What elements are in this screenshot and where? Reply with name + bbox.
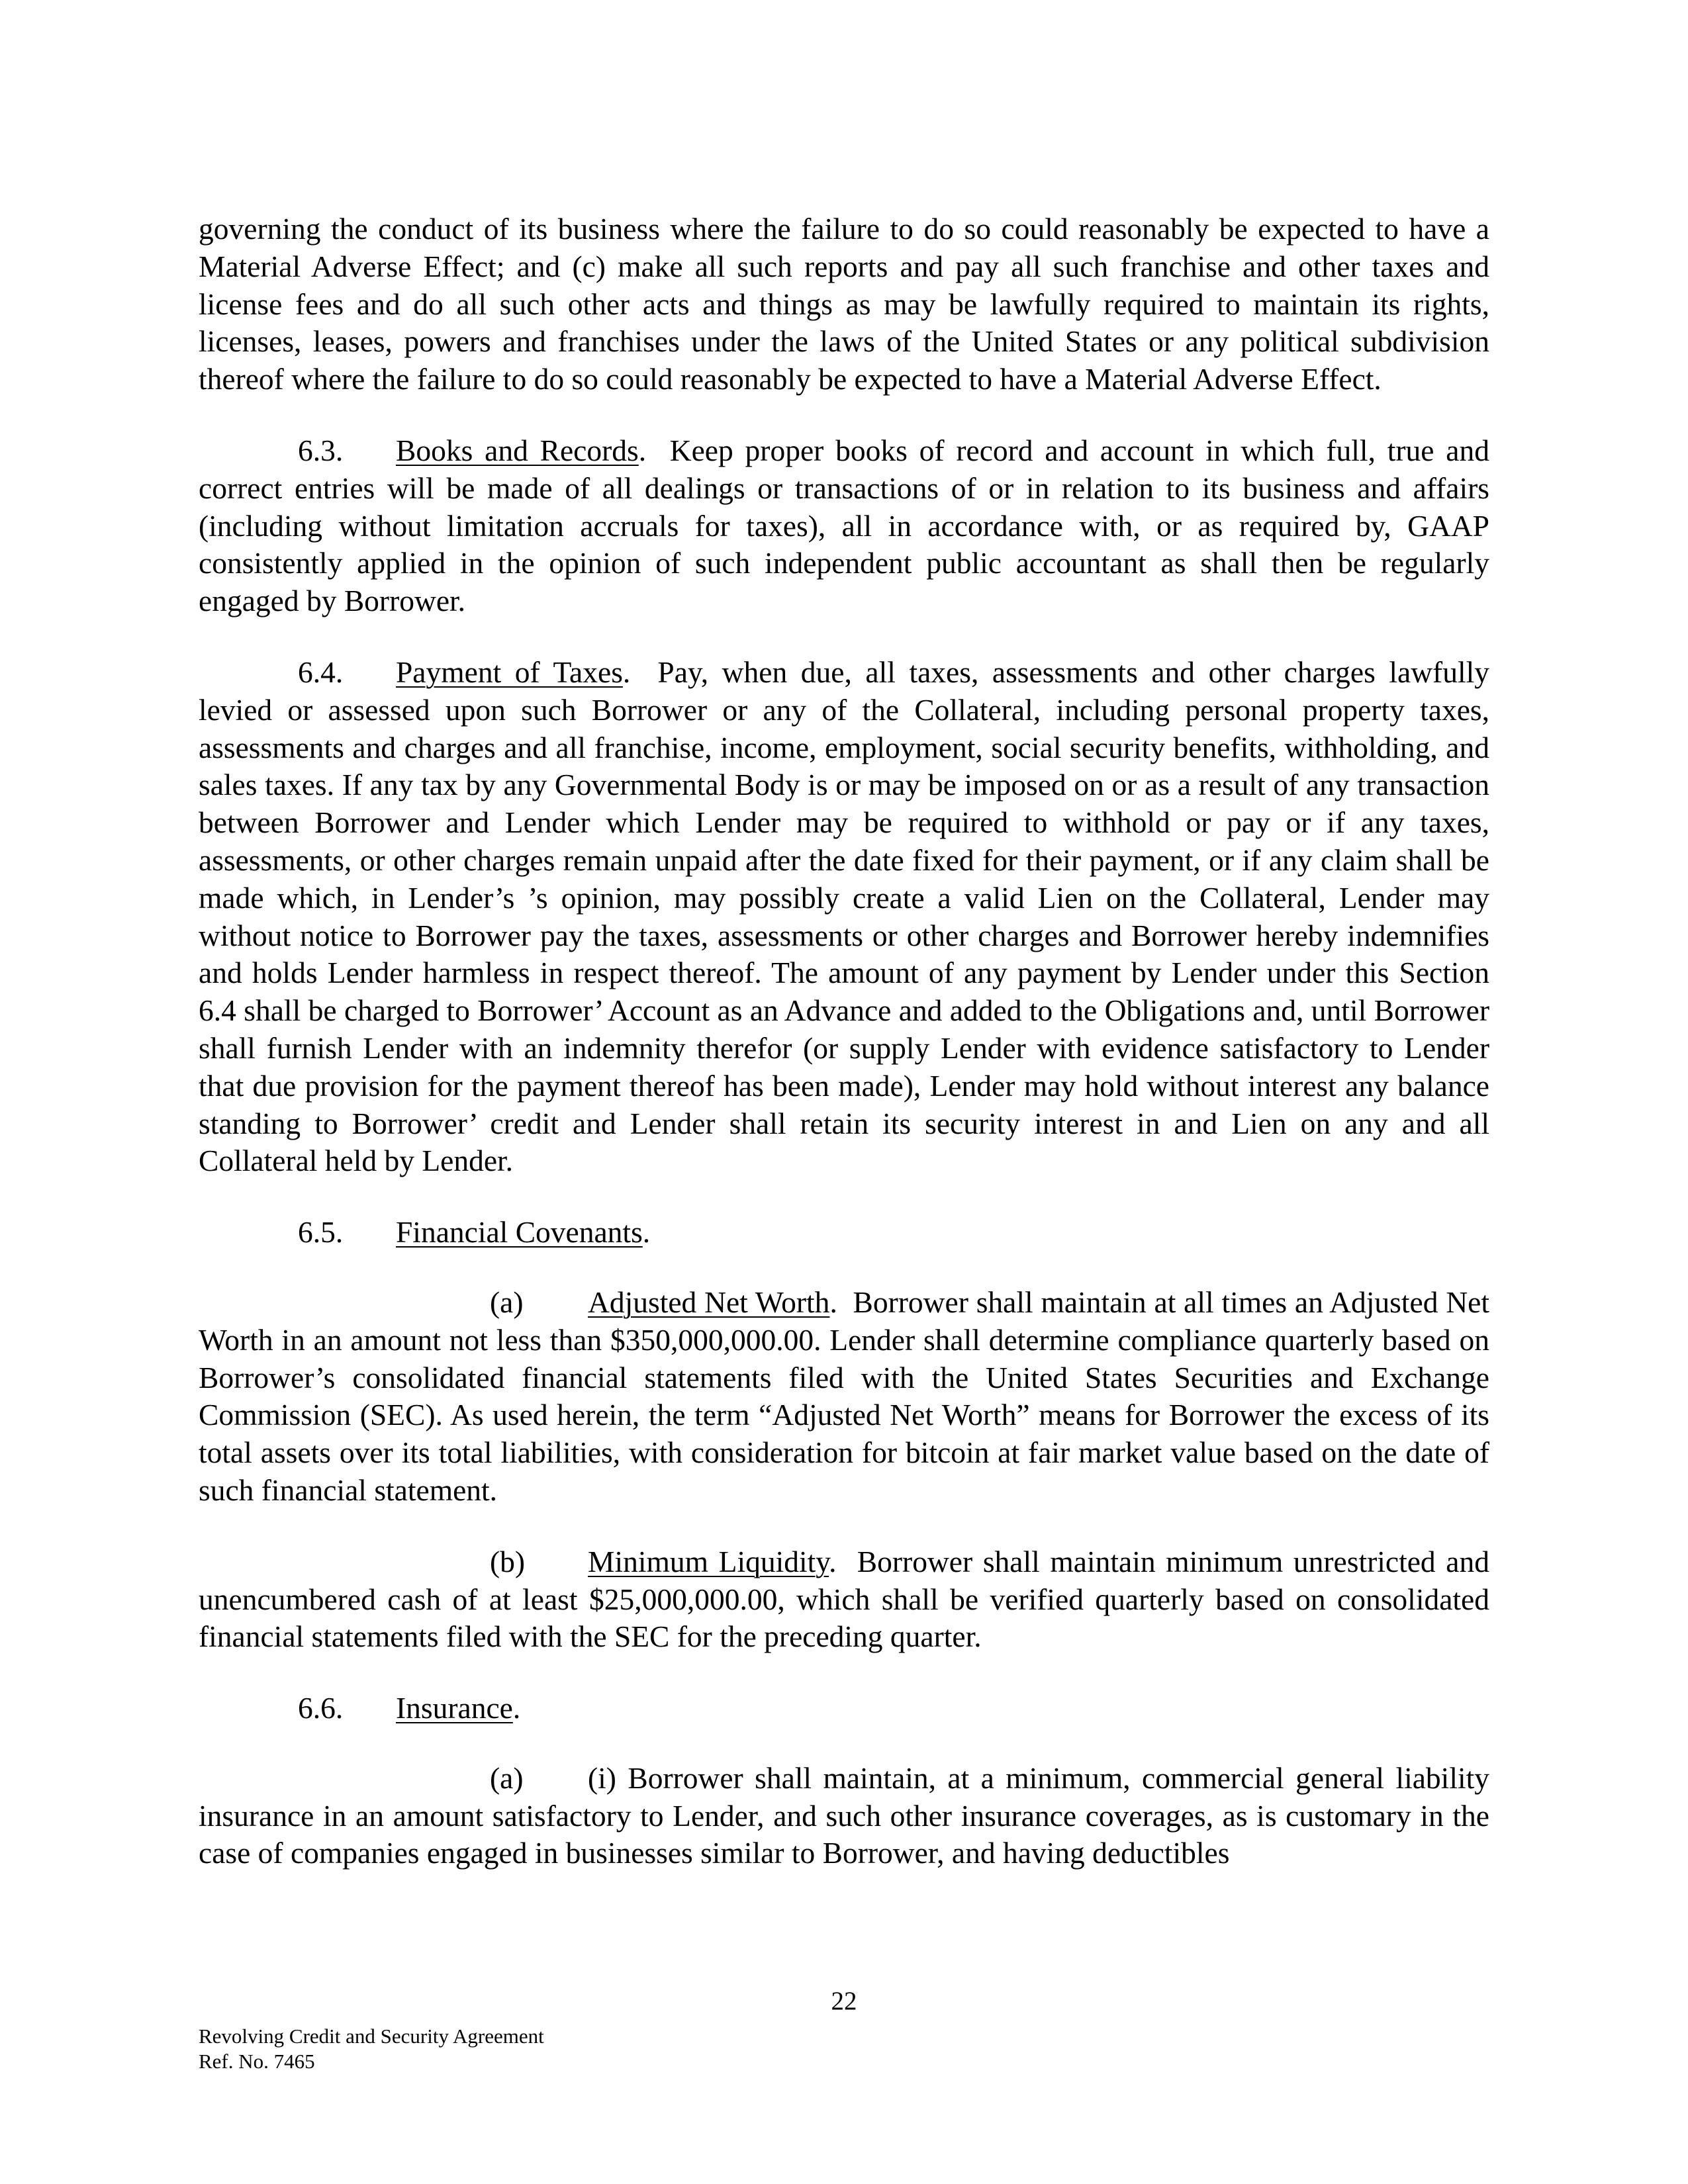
section-6-4: 6.4. Payment of Taxes. Pay, when due, all taxes, assessments and other charges lawfully levied or assessed upon such Borrower or any of the Collateral, including personal property taxes, assessments and charges and all franchise, income, employment, social security benefits, withholding, and sales taxes. If any tax by any Governmental Body is or may be imposed on or as a result of any transaction between Borrower and Lender which Lender may be required to withhold or pay or if any taxes, assessments, or other charges remain unpaid after the date fixed for their payment, or if any claim shall be made which, in Lender’s ’s opinion, may possibly create a valid Lien on the Collateral, Lender may without notice to Borrower pay the taxes, assessments or other charges and Borrower hereby indemnifies and holds Lender harmless in respect thereof. The amount of any payment by Lender under this Section 6.4 shall be charged to Borrower’ Account as an Advance and added to the Obligations and, until Borrower shall furnish Lender with an indemnity therefor (or supply Lender with evidence satisfactory to Lender that due provision for the payment thereof has been made), Lender may hold without interest any balance standing to Borrower’ credit and Lender shall retain its security interest in and Lien on any and all Collateral held by Lender. bbox=[199, 655, 1489, 1178]
section-6-6-a-label: (a) bbox=[490, 1760, 524, 1795]
section-6-4-text: Pay, when due, all taxes, assessments and other charges lawfully levied or assessed upon such Borrower or any of the Collateral, including personal property taxes, assessments and charges and all franchise, income, employment, social security benefits, withholding, and sales taxes. If any tax by any Governmental Body is or may be imposed on or as a result of any transaction between Borrower and Lender which Lender may be required to withhold or pay or if any taxes, assessments, or other charges remain unpaid after the date fixed for their payment, or if any claim shall be made which, in Lender’s ’s opinion, may possibly create a valid Lien on the Collateral, Lender may without notice to Borrower pay the taxes, assessments or other charges and Borrower hereby indemnifies and holds Lender harmless in respect thereof. The amount of any payment by Lender under this Section 6.4 shall be charged to Borrower’ Account as an Advance and added to the Obligations and, until Borrower shall furnish Lender with an indemnity therefor (or supply Lender with evidence satisfactory to Lender that due provision for the payment thereof has been made), Lender may hold without interest any balance standing to Borrower’ credit and Lender shall retain its security interest in and Lien on any and all Collateral held by Lender. bbox=[199, 655, 1489, 1178]
section-6-5-a-label: (a) bbox=[490, 1285, 524, 1319]
section-6-5-a-title: Adjusted Net Worth bbox=[588, 1285, 830, 1319]
section-6-4-number: 6.4. bbox=[298, 655, 344, 689]
footer-agreement-title: Revolving Credit and Security Agreement bbox=[199, 2025, 544, 2048]
section-6-3-number: 6.3. bbox=[298, 433, 344, 467]
section-6-5-a: (a) Adjusted Net Worth. Borrower shall maintain at all times an Adjusted Net Worth in an amount not less than $350,000,000.00. Lender shall determine compliance quarterly based on Borrower’s consolidated financial statements filed with the United States Securities and Exchange Commission (SEC). As used herein, the term “Adjusted Net Worth” means for Borrower the excess of its total assets over its total liabilities, with consideration for bitcoin at fair market value based on the date of such financial statement. bbox=[199, 1285, 1490, 1507]
section-6-3: 6.3. Books and Records. Keep proper books of record and account in which full, true and correct entries will be made of all dealings or transactions of or in relation to its business and affairs (including without limitation accruals for taxes), all in accordance with, or as required by, GAAP consistently applied in the opinion of such independent public accountant as shall then be regularly engaged by Borrower. bbox=[199, 433, 1489, 618]
footer bbox=[199, 2024, 544, 2074]
footer-ref-number: Ref. No. 7465 bbox=[199, 2050, 315, 2073]
section-6-4-title: Payment of Taxes bbox=[396, 655, 623, 689]
section-6-3-text: Keep proper books of record and account in which full, true and correct entries will be made of all dealings or transactions of or in relation to its business and affairs (including without limitation accruals for taxes), all in accordance with, or as required by, GAAP consistently applied in the opinion of such independent public accountant as shall then be regularly engaged by Borrower. bbox=[199, 433, 1489, 618]
section-6-6-a-text: (i) Borrower shall maintain, at a minimum, commercial general liability insurance in an amount satisfactory to Lender, and such other insurance coverages, as is customary in the case of companies engaged in businesses similar to Borrower, and having deductibles bbox=[199, 1760, 1489, 1870]
document-body bbox=[199, 210, 1489, 1872]
section-6-6-number: 6.6. bbox=[298, 1691, 344, 1725]
intro-paragraph: governing the conduct of its business where the failure to do so could reasonably be expected to have a Material Adverse Effect; and (c) make all such reports and pay all such franchise and other taxes and license fees and do all such other acts and things as may be lawfully required to maintain its rights, licenses, leases, powers and franchises under the laws of the United States or any political subdivision thereof where the failure to do so could reasonably be expected to have a Material Adverse Effect. bbox=[199, 212, 1489, 396]
section-6-5-number: 6.5. bbox=[298, 1215, 344, 1250]
section-6-5-b-text: Borrower shall maintain minimum unrestricted and unencumbered cash of at least $25,000,000.00, which shall be verified quarterly based on consolidated financial statements filed with the SEC for the preceding quarter. bbox=[199, 1544, 1490, 1654]
section-6-6-heading: 6.6. Insurance. bbox=[199, 1690, 1489, 1727]
page-number: 22 bbox=[831, 1987, 857, 2015]
section-6-6-a bbox=[199, 1760, 1489, 1872]
section-6-6-title: Insurance bbox=[396, 1691, 513, 1725]
section-6-5-b-title: Minimum Liquidity bbox=[588, 1544, 829, 1578]
section-6-5-heading: 6.5. Financial Covenants. bbox=[199, 1214, 1489, 1251]
section-6-5-b-label: (b) bbox=[490, 1544, 526, 1578]
section-6-5-b: (b) Minimum Liquidity. Borrower shall maintain minimum unrestricted and unencumbered cash of at least $25,000,000.00, which shall be verified quarterly based on consolidated financial statements filed with the SEC for the preceding quarter. bbox=[199, 1544, 1490, 1654]
section-6-5-a-text: Borrower shall maintain at all times an Adjusted Net Worth in an amount not less than $350,000,000.00. Lender shall determine compliance quarterly based on Borrower’s consolidated financial statements filed with the United States Securities and Exchange Commission (SEC). As used herein, the term “Adjusted Net Worth” means for Borrower the excess of its total assets over its total liabilities, with consideration for bitcoin at fair market value based on the date of such financial statement. bbox=[199, 1285, 1490, 1507]
section-6-5-title: Financial Covenants bbox=[396, 1215, 643, 1250]
section-6-3-title: Books and Records bbox=[396, 433, 639, 467]
